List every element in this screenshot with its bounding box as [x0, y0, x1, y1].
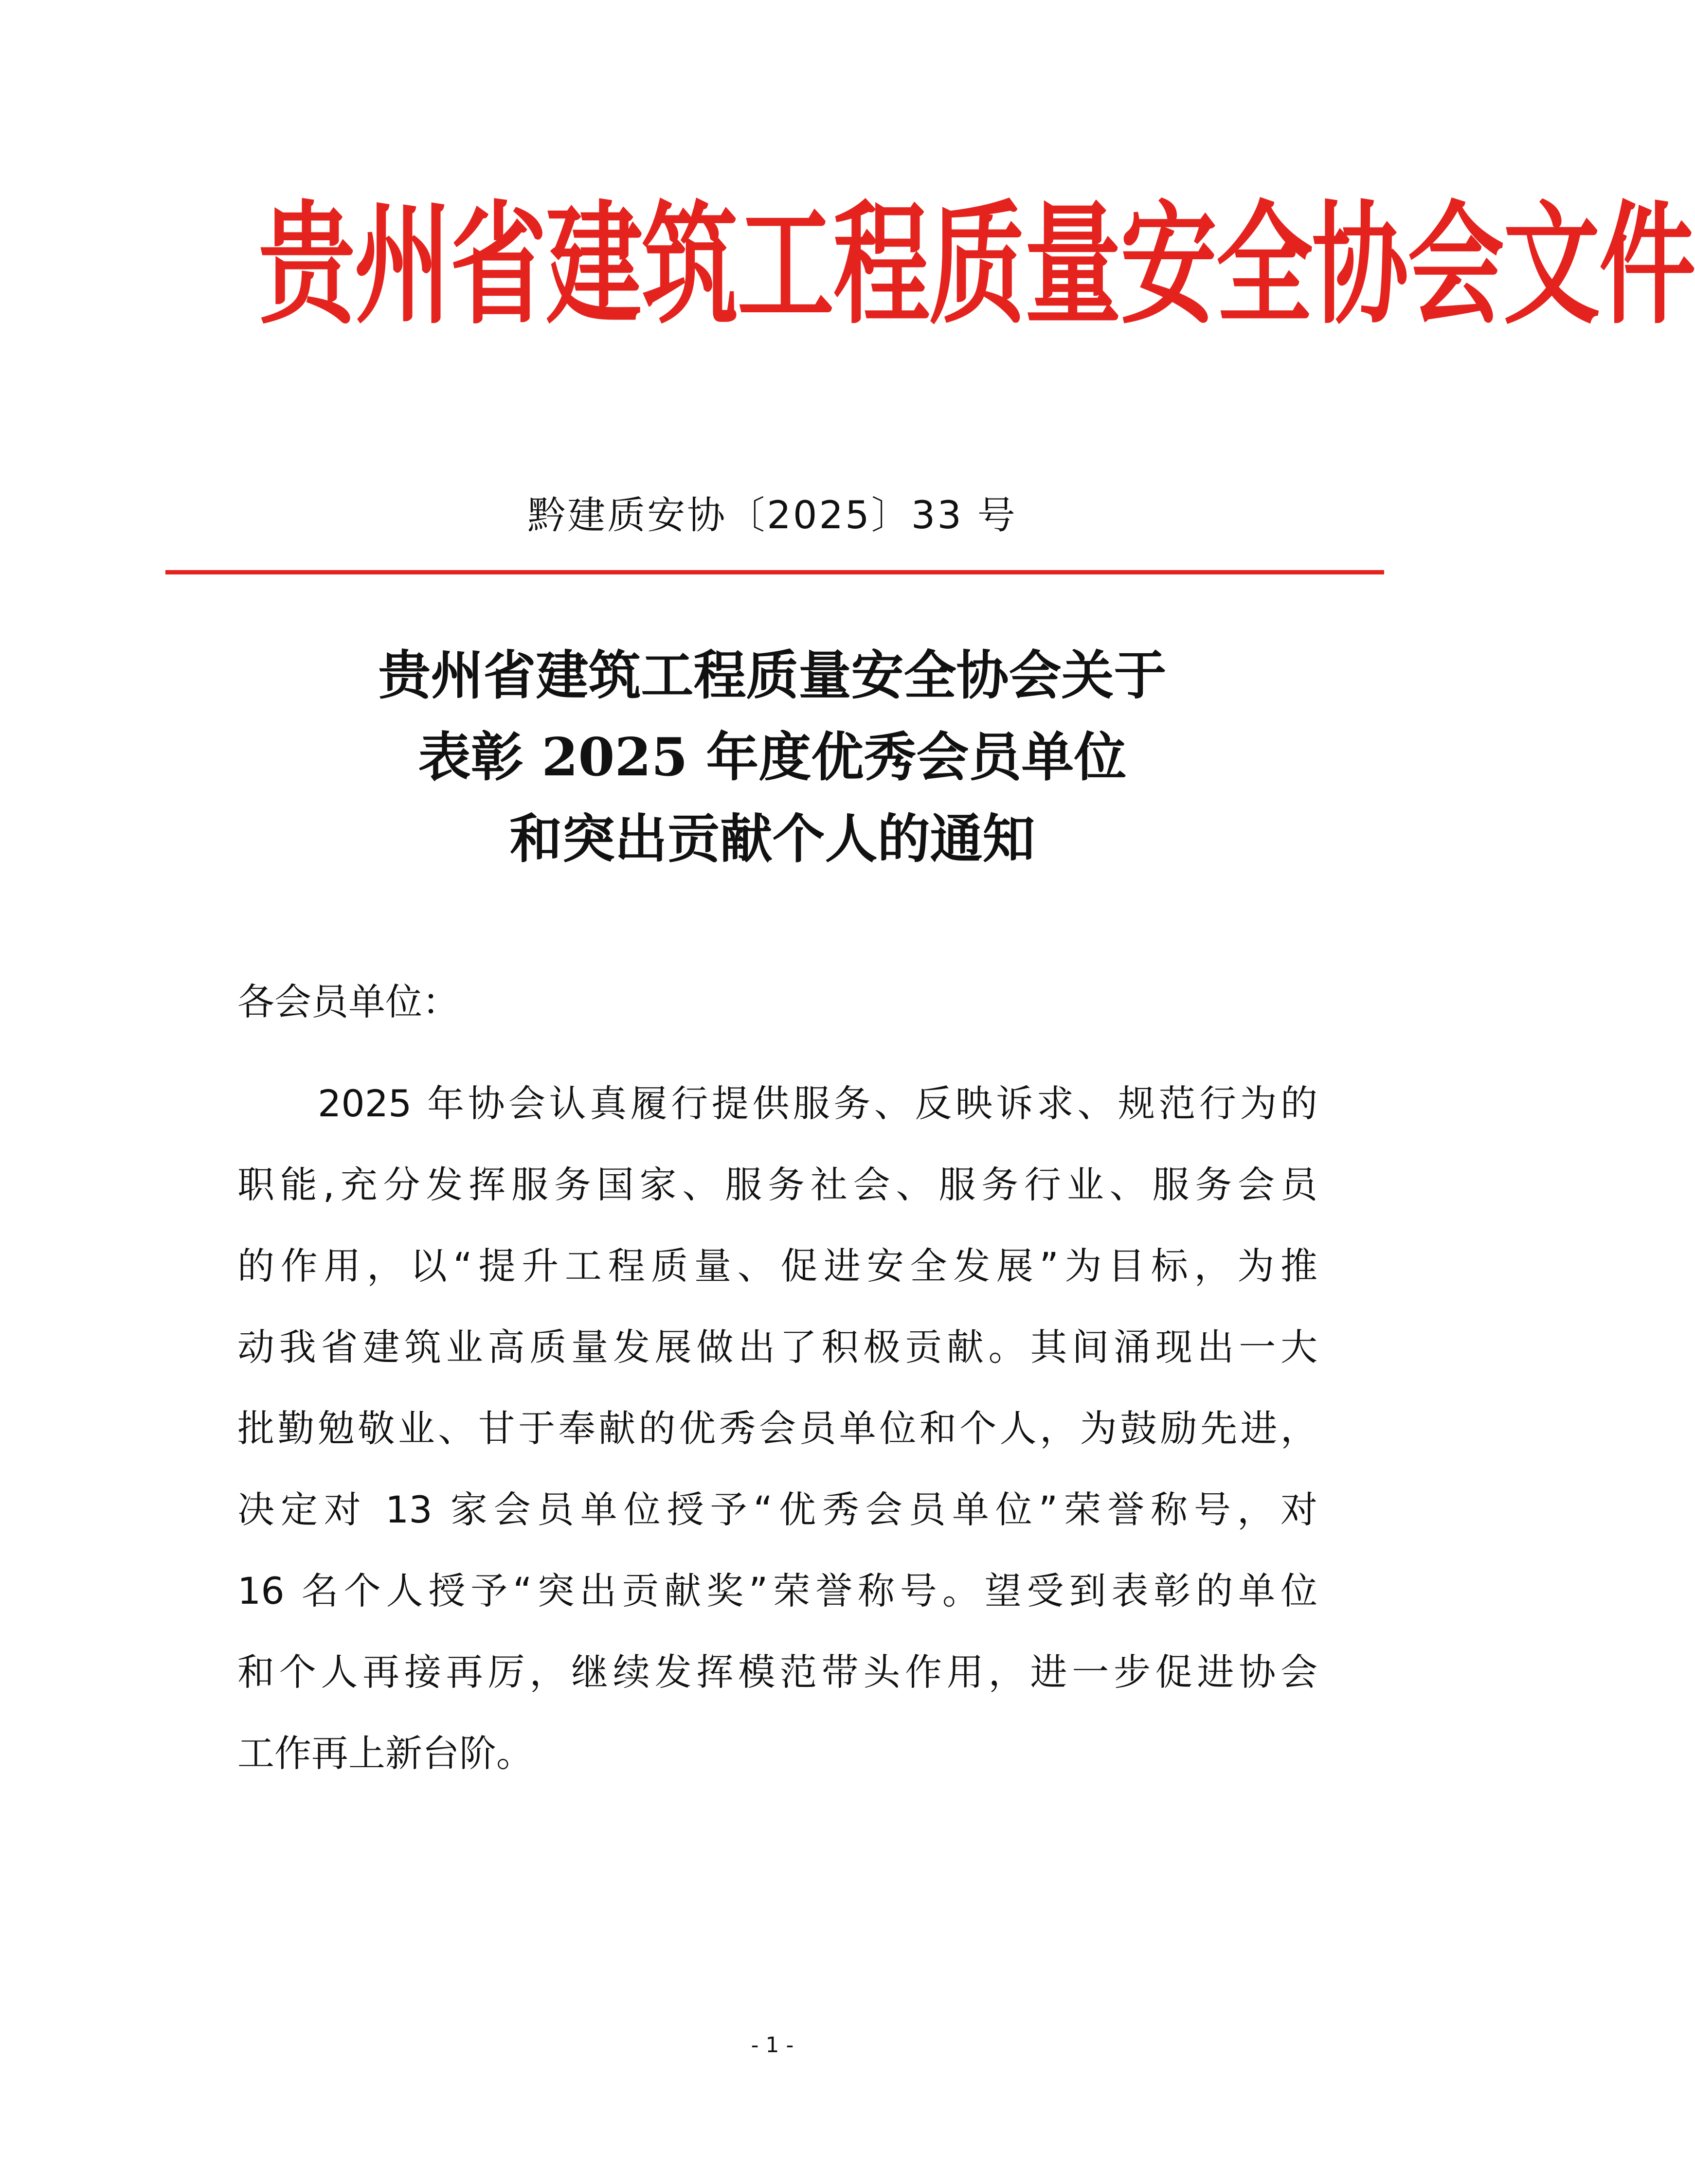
body-line: 和个人再接再厉，继续发挥模范带头作用，进一步促进协会 — [237, 1650, 1317, 1694]
title-line: 和突出贡献个人的通知 — [509, 808, 1035, 870]
org-file-header: 贵州省建筑工程质量安全协会文件 — [258, 187, 1695, 343]
body-line: 16 名个人授予“突出贡献奖”荣誉称号。望受到表彰的单位 — [237, 1569, 1317, 1612]
document-title — [0, 635, 1545, 880]
body-paragraph — [237, 1063, 1317, 1794]
salutation: 各会员单位： — [237, 980, 459, 1023]
body-line: 2025 年协会认真履行提供服务、反映诉求、规范行为的 — [318, 1082, 1317, 1125]
body-line: 职能,充分发挥服务国家、服务社会、服务行业、服务会员 — [237, 1163, 1317, 1206]
title-line: 表彰 2025 年度优秀会员单位 — [418, 727, 1127, 788]
body-line: 批勤勉敬业、甘于奉献的优秀会员单位和个人，为鼓励先进， — [237, 1407, 1317, 1450]
body-line: 工作再上新台阶。 — [237, 1732, 533, 1775]
page-number: - 1 - — [751, 2033, 794, 2058]
body-line: 的作用，以“提升工程质量、促进安全发展”为目标，为推 — [237, 1244, 1317, 1288]
body-line: 动我省建筑业高质量发展做出了积极贡献。其间涌现出一大 — [237, 1325, 1317, 1369]
body-line: 决定对 13 家会员单位授予“优秀会员单位”荣誉称号，对 — [237, 1488, 1317, 1531]
red-divider-line — [165, 570, 1384, 574]
document-number: 黔建质安协〔2025〕33 号 — [527, 494, 1017, 537]
title-line: 贵州省建筑工程质量安全协会关于 — [378, 645, 1167, 706]
